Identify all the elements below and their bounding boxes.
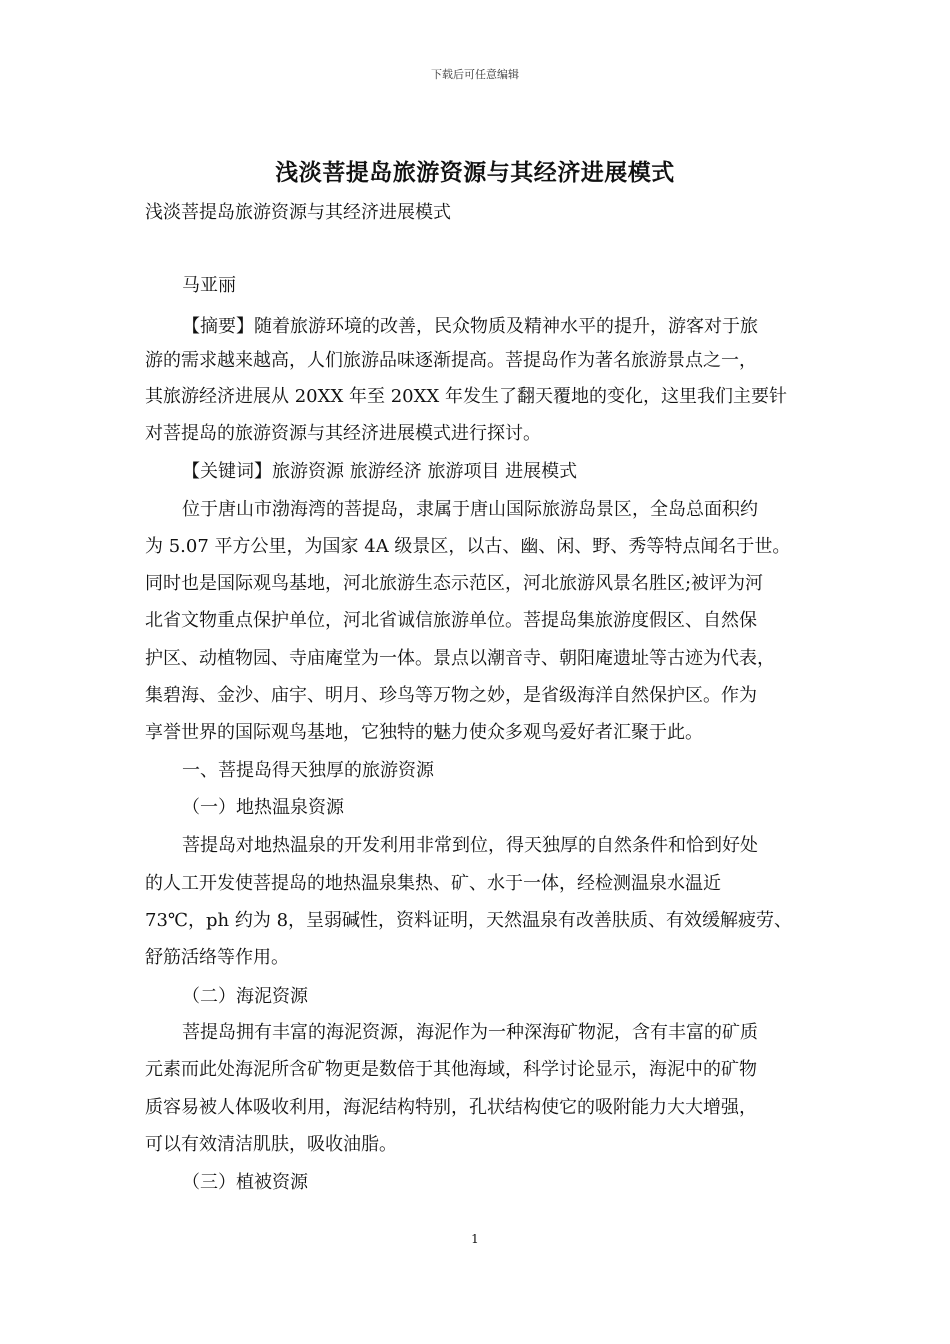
paragraph-line: 北省文物重点保护单位，河北省诚信旅游单位。菩提岛集旅游度假区、自然保 [145, 610, 757, 631]
paragraph-line: 可以有效清洁肌肤，吸收油脂。 [145, 1134, 397, 1155]
header-note: 下载后可任意编辑 [431, 68, 519, 81]
paragraph-line: 元素而此处海泥所含矿物更是数倍于其他海域，科学讨论显示，海泥中的矿物 [145, 1059, 757, 1080]
paragraph-line: 为 5.07 平方公里，为国家 4A 级景区，以古、幽、闲、野、秀等特点闻名于世。 [145, 536, 791, 557]
page-number: 1 [471, 1232, 479, 1246]
subsection-heading: （三）植被资源 [182, 1172, 308, 1193]
paragraph-line: 护区、动植物园、寺庙庵堂为一体。景点以潮音寺、朝阳庵遗址等古迹为代表， [145, 648, 775, 669]
paragraph-line: 舒筋活络等作用。 [145, 947, 289, 968]
author-line: 马亚丽 [182, 275, 236, 296]
paragraph-line: 菩提岛对地热温泉的开发利用非常到位，得天独厚的自然条件和恰到好处 [182, 835, 758, 856]
paragraph-line: 享誉世界的国际观鸟基地，它独特的魅力使众多观鸟爱好者汇聚于此。 [145, 722, 703, 743]
paragraph-line: 的人工开发使菩提岛的地热温泉集热、矿、水于一体，经检测温泉水温近 [145, 873, 721, 894]
subsection-heading: （一）地热温泉资源 [182, 797, 344, 818]
paragraph-line: 位于唐山市渤海湾的菩提岛，隶属于唐山国际旅游岛景区，全岛总面积约 [182, 499, 758, 520]
paragraph-line: 集碧海、金沙、庙宇、明月、珍鸟等万物之妙，是省级海洋自然保护区。作为 [145, 685, 757, 706]
abstract-line: 对菩提岛的旅游资源与其经济进展模式进行探讨。 [145, 423, 541, 444]
abstract-line: 其旅游经济进展从 20XX 年至 20XX 年发生了翻天覆地的变化，这里我们主要针 [145, 386, 787, 407]
section-heading: 一、菩提岛得天独厚的旅游资源 [182, 760, 434, 781]
paragraph-line: 菩提岛拥有丰富的海泥资源，海泥作为一种深海矿物泥，含有丰富的矿质 [182, 1022, 758, 1043]
abstract-line: 游的需求越来越高，人们旅游品味逐渐提高。菩提岛作为著名旅游景点之一， [145, 350, 757, 371]
subtitle-line: 浅淡菩提岛旅游资源与其经济进展模式 [145, 202, 451, 223]
subsection-heading: （二）海泥资源 [182, 986, 308, 1007]
paragraph-line: 同时也是国际观鸟基地，河北旅游生态示范区，河北旅游风景名胜区;被评为河 [145, 573, 764, 594]
paragraph-line: 质容易被人体吸收利用，海泥结构特别，孔状结构使它的吸附能力大大增强， [145, 1097, 757, 1118]
keywords-line: 【关键词】旅游资源 旅游经济 旅游项目 进展模式 [182, 461, 578, 482]
document-title: 浅淡菩提岛旅游资源与其经济进展模式 [275, 159, 675, 186]
abstract-line: 【摘要】随着旅游环境的改善，民众物质及精神水平的提升，游客对于旅 [182, 316, 758, 337]
paragraph-line: 73℃，ph 约为 8，呈弱碱性，资料证明，天然温泉有改善肤质、有效缓解疲劳、 [145, 910, 793, 931]
